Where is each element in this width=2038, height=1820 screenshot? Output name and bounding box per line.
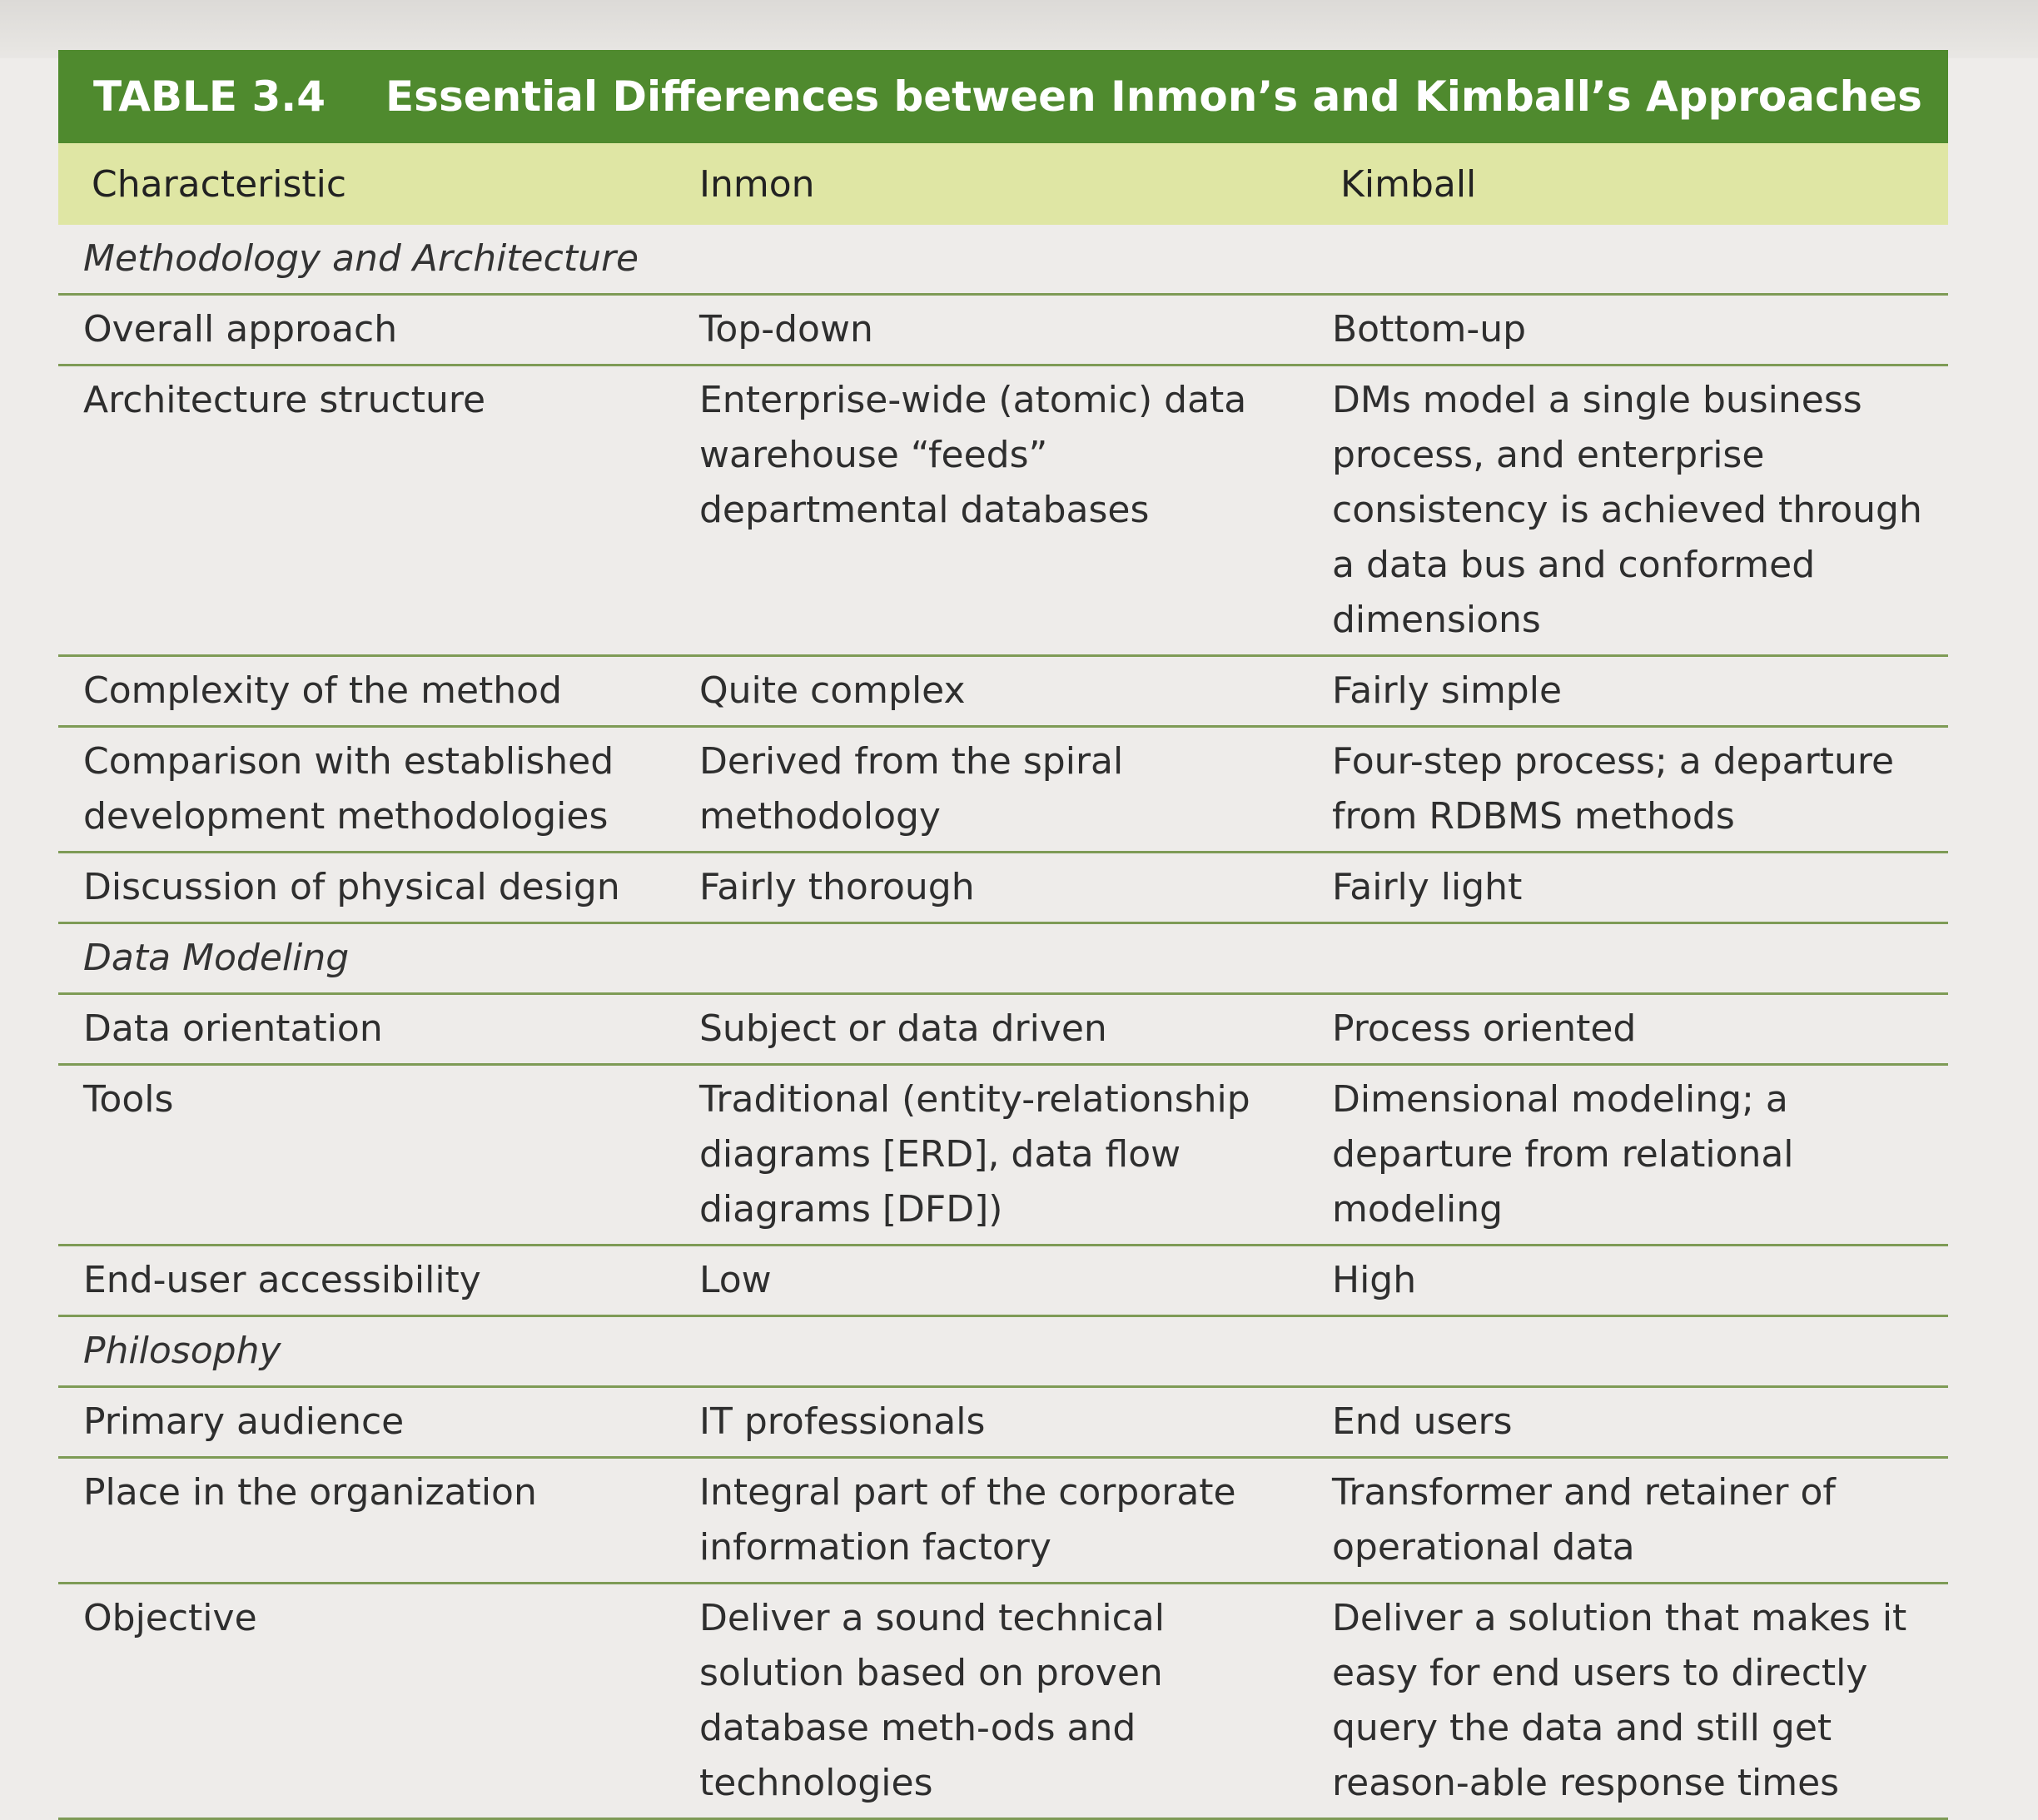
table-row <box>58 1388 1948 1459</box>
cell-inmon: Fairly thorough <box>699 866 975 908</box>
cell-kimball: Fairly light <box>1332 866 1523 908</box>
table-title-bar <box>58 50 1948 143</box>
cell-kimball: DMs model a single business process, and enterprise consistency is achieved through a data bus and conformed dimensions <box>1332 379 1922 641</box>
table-body <box>58 225 1948 1820</box>
cell-inmon: Subject or data driven <box>699 1007 1107 1050</box>
cell-kimball: Process oriented <box>1332 1007 1637 1050</box>
cell-inmon: Deliver a sound technical solution based on proven database meth-ods and technologies <box>699 1597 1165 1804</box>
cell-kimball: Bottom-up <box>1332 308 1527 351</box>
table-row <box>58 728 1948 853</box>
table-row <box>58 1066 1948 1246</box>
cell-kimball: Transformer and retainer of operational data <box>1332 1471 1836 1569</box>
cell-kimball: Fairly simple <box>1332 669 1563 712</box>
cell-characteristic: Tools <box>83 1078 174 1121</box>
cell-inmon: IT professionals <box>699 1400 986 1443</box>
table-title: Essential Differences between Inmon’s and Kimball’s Approaches <box>385 72 1922 121</box>
table-number: TABLE 3.4 <box>93 72 326 121</box>
cell-inmon: Enterprise-wide (atomic) data warehouse “feeds” departmental databases <box>699 379 1247 531</box>
cell-kimball: Dimensional modeling; a departure from relational modeling <box>1332 1078 1794 1231</box>
cell-kimball: End users <box>1332 1400 1513 1443</box>
cell-inmon: Low <box>699 1259 772 1301</box>
cell-characteristic: Objective <box>83 1597 257 1639</box>
table-header-row <box>58 143 1948 225</box>
table-row <box>58 1246 1948 1317</box>
table-row <box>58 853 1948 924</box>
header-kimball: Kimball <box>1340 162 1477 206</box>
cell-characteristic: Place in the organization <box>83 1471 537 1514</box>
cell-characteristic: Discussion of physical design <box>83 866 620 908</box>
table-row <box>58 995 1948 1066</box>
cell-characteristic: Primary audience <box>83 1400 405 1443</box>
cell-characteristic: Complexity of the method <box>83 669 563 712</box>
table-row <box>58 657 1948 728</box>
header-inmon: Inmon <box>699 162 815 206</box>
cell-characteristic: Overall approach <box>83 308 398 351</box>
table-row <box>58 366 1948 657</box>
header-characteristic: Characteristic <box>92 162 347 206</box>
cell-characteristic: Architecture structure <box>83 379 486 421</box>
section-heading: Data Modeling <box>58 924 1948 995</box>
cell-inmon: Traditional (entity-relationship diagrams [ERD], data flow diagrams [DFD]) <box>699 1078 1250 1231</box>
cell-characteristic: Comparison with established development methodologies <box>83 740 614 838</box>
table-row <box>58 296 1948 366</box>
cell-kimball: Deliver a solution that makes it easy for end users to directly query the data and still get reason-able response times <box>1332 1597 1907 1804</box>
cell-inmon: Quite complex <box>699 669 966 712</box>
comparison-table <box>58 50 1948 1820</box>
cell-inmon: Top-down <box>699 308 873 351</box>
cell-characteristic: End-user accessibility <box>83 1259 481 1301</box>
table-row <box>58 1459 1948 1584</box>
cell-characteristic: Data orientation <box>83 1007 383 1050</box>
cell-inmon: Derived from the spiral methodology <box>699 740 1124 838</box>
section-heading: Philosophy <box>58 1317 1948 1388</box>
cell-inmon: Integral part of the corporate information factory <box>699 1471 1236 1569</box>
cell-kimball: High <box>1332 1259 1417 1301</box>
table-row <box>58 1584 1948 1820</box>
section-heading: Methodology and Architecture <box>58 225 1948 296</box>
cell-kimball: Four-step process; a departure from RDBMS methods <box>1332 740 1895 838</box>
